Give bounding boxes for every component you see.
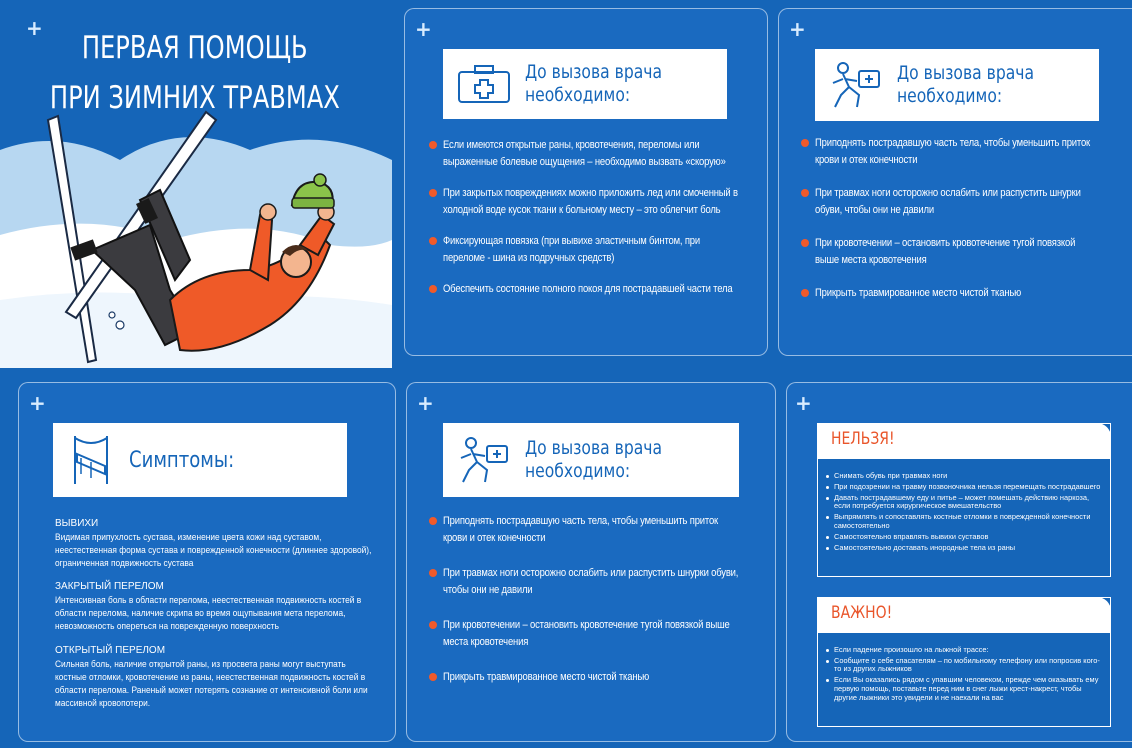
- first-aid-header: [443, 49, 727, 119]
- first-aid-panel: [404, 8, 768, 356]
- important-list: [824, 646, 1106, 704]
- plus-icon: +: [29, 391, 46, 415]
- list-item: При кровотечении – остановить кровотечение тугой повязкой выше места кровотечения: [429, 617, 739, 651]
- important-card-header: [817, 597, 1111, 633]
- list-item: Снимать обувь при травмах ноги: [824, 472, 1106, 481]
- list-item: При закрытых повреждениях можно приложить лед или смоченный в холодной воде кусок ткани к больному месту – это облегчит боль: [429, 185, 739, 219]
- list-item: При травмах ноги осторожно ослабить или распустить шнурки обуви, чтобы они не давили: [801, 185, 1101, 219]
- first-aid-header-title: До вызова врача необходимо:: [525, 61, 663, 106]
- symptom-body: Сильная боль, наличие открытой раны, из просвета раны могут выступать костные отломки, кровотечение из раны, неестественная подвижность костей в области перелома. Раненый может потерять сознание от интенсивной боли или массивной кровопотери.: [55, 659, 368, 709]
- first-aid-kit-icon: [457, 64, 511, 104]
- symptom-title: ВЫВИХИ: [55, 518, 99, 529]
- symptom-title: ОТКРЫТЫЙ ПЕРЕЛОМ: [55, 645, 166, 656]
- hero-title-line1: ПЕРВАЯ ПОМОЩЬ: [82, 30, 308, 66]
- list-item: Самостоятельно вправлять вывихи суставов: [824, 533, 1106, 542]
- list-item: Если падение произошло на лыжной трассе:: [824, 646, 1106, 655]
- forbidden-card-header: [817, 423, 1111, 459]
- before-doctor-list: [429, 513, 739, 686]
- before-doctor-panel-bottom: [406, 382, 776, 742]
- plus-icon: +: [789, 17, 806, 41]
- symptoms-panel: [18, 382, 396, 742]
- list-item: При подозрении на травму позвоночника нельзя перемещать пострадавшего: [824, 483, 1106, 492]
- symptoms-header: [53, 423, 347, 497]
- symptom-dislocation: [55, 517, 375, 570]
- first-aid-list: [429, 137, 739, 298]
- plus-icon: +: [417, 391, 434, 415]
- warnings-panel: [786, 382, 1132, 742]
- symptom-closed-fracture: [55, 580, 375, 633]
- before-doctor-panel-top: [778, 8, 1132, 356]
- list-item: Прикрыть травмированное место чистой тканью: [801, 285, 1101, 302]
- fallen-skier-illustration: [0, 0, 392, 368]
- list-item: Если Вы оказались рядом с упавшим человеком, прежде чем оказывать ему первую помощь, поставьте перед ним в снег лыжи крест-накрест, чтобы другие лыжники это увидели и не наехали на вас: [824, 676, 1106, 702]
- symptoms-header-title: Симптомы:: [129, 447, 235, 473]
- list-item: Приподнять пострадавшую часть тела, чтобы уменьшить приток крови и отек конечности: [429, 513, 739, 547]
- forbidden-list: [824, 472, 1106, 555]
- important-label: ВАЖНО!: [831, 603, 893, 623]
- forbidden-label: НЕЛЬЗЯ!: [831, 429, 895, 449]
- list-item: Обеспечить состояние полного покоя для пострадавшей части тела: [429, 281, 739, 298]
- plus-icon: +: [26, 16, 43, 40]
- plus-icon: +: [795, 391, 812, 415]
- hero-panel: [0, 0, 392, 368]
- list-item: Если имеются открытые раны, кровотечения, переломы или выраженные болевые ощущения – необходимо вызвать «скорую»: [429, 137, 739, 171]
- hero-title-line2: ПРИ ЗИМНИХ ТРАВМАХ: [50, 80, 340, 116]
- before-doctor-list: [801, 135, 1101, 302]
- symptom-body: Видимая припухлость сустава, изменение цвета кожи над суставом, неестественная форма сустава и поврежденной конечности (длиннее здоровой), ограниченная подвижность сустава: [55, 532, 372, 569]
- list-item: При кровотечении – остановить кровотечение тугой повязкой выше места кровотечения: [801, 235, 1101, 269]
- running-person-with-kit-icon: [457, 436, 511, 484]
- before-doctor-header-title: До вызова врача необходимо:: [525, 437, 663, 482]
- list-item: Фиксирующая повязка (при вывихе эластичным бинтом, при переломе - шина из подручных средств): [429, 233, 739, 267]
- before-doctor-header: [815, 49, 1099, 121]
- list-item: Прикрыть травмированное место чистой тканью: [429, 669, 739, 686]
- symptom-title: ЗАКРЫТЫЙ ПЕРЕЛОМ: [55, 581, 164, 592]
- forbidden-card: [817, 423, 1111, 577]
- list-item: Сообщите о себе спасателям – по мобильному телефону или попросив кого-то из других лыжников: [824, 657, 1106, 674]
- list-item: При травмах ноги осторожно ослабить или распустить шнурки обуви, чтобы они не давили: [429, 565, 739, 599]
- running-person-with-kit-icon: [829, 61, 883, 109]
- plus-icon: +: [415, 17, 432, 41]
- list-item: Давать пострадавшему еду и питье – может помешать действию наркоза, если потребуется хирургическое вмешательство: [824, 494, 1106, 511]
- list-item: Самостоятельно доставать инородные тела из раны: [824, 544, 1106, 553]
- symptom-open-fracture: [55, 644, 375, 710]
- before-doctor-header-title: До вызова врача необходимо:: [897, 62, 1035, 107]
- before-doctor-header: [443, 423, 739, 497]
- symptom-body: Интенсивная боль в области перелома, неестественная подвижность костей в области перелома, наличие скрипа во время ощупывания мета перелома, невозможность опереться на поврежденную поверхность: [55, 595, 362, 632]
- list-item: Выпрямлять и сопоставлять костные отломки в поврежденной конечности самостоятельно: [824, 513, 1106, 530]
- important-card: [817, 597, 1111, 727]
- list-item: Приподнять пострадавшую часть тела, чтобы уменьшить приток крови и отек конечности: [801, 135, 1101, 169]
- arm-sling-icon: [67, 434, 115, 486]
